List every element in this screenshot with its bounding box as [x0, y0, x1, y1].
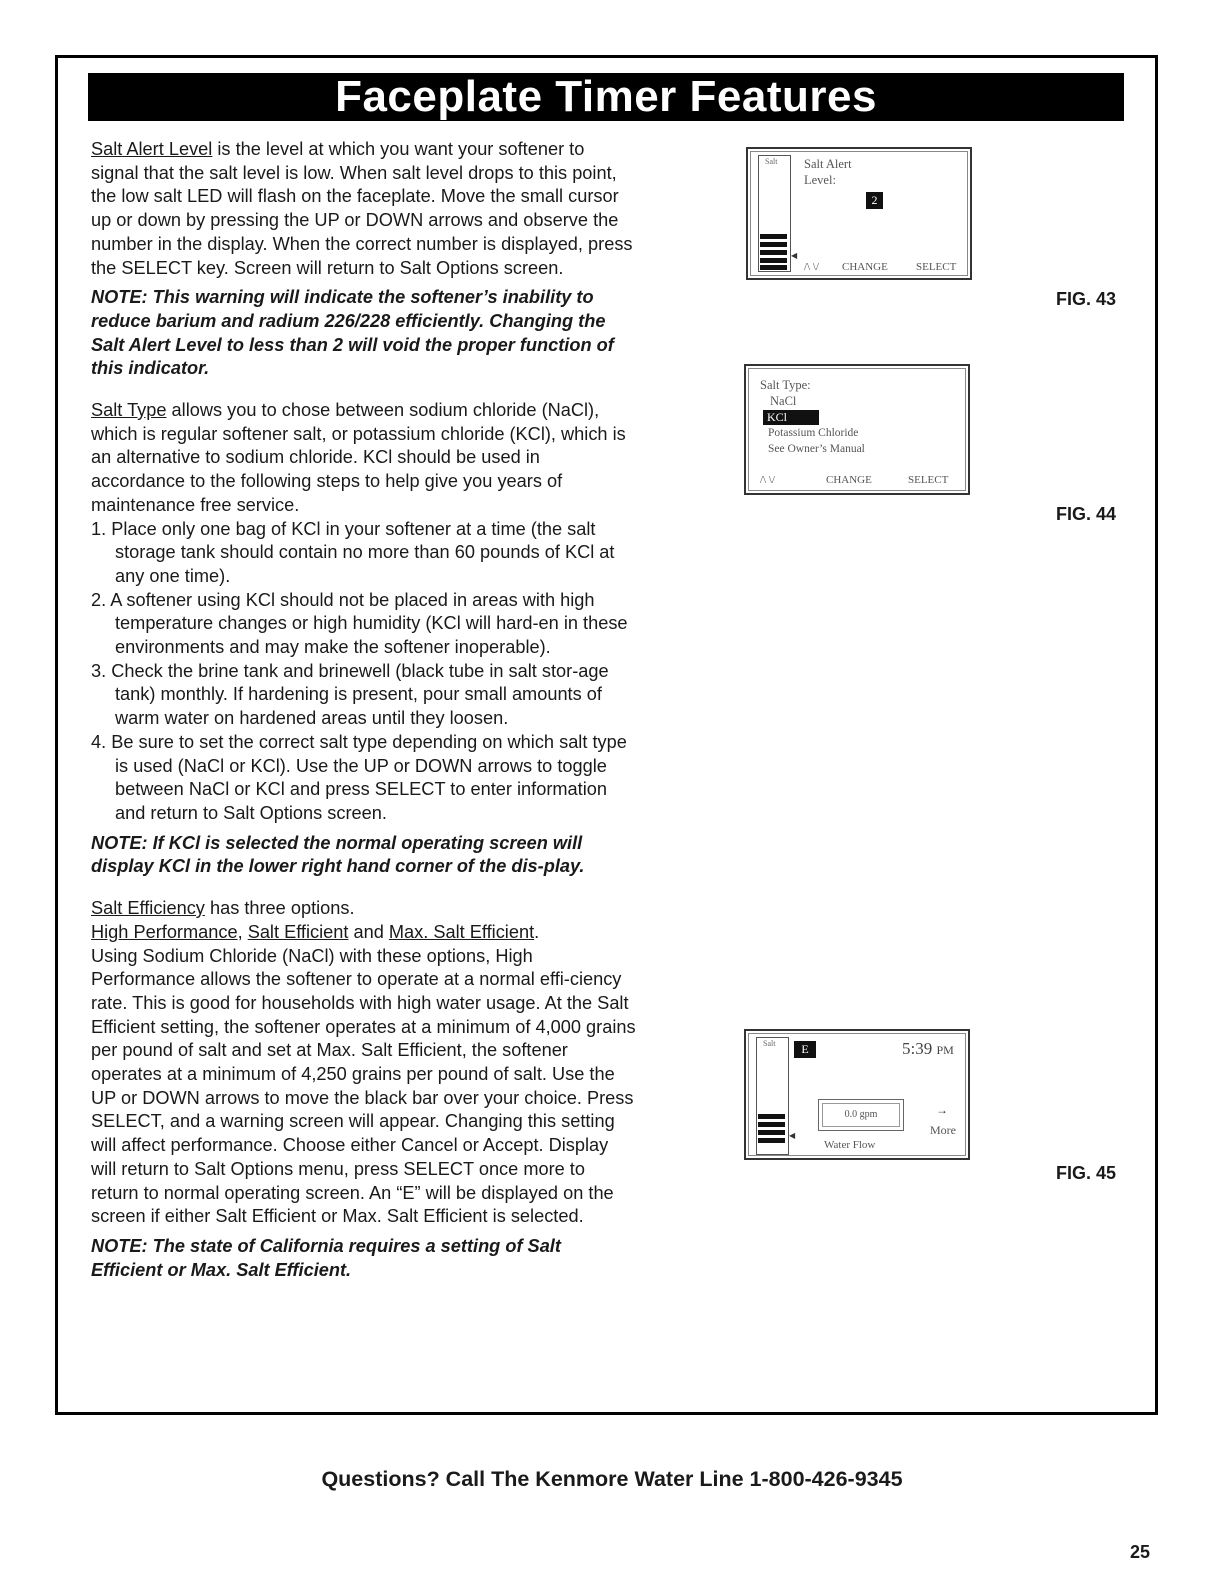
fig43-display	[746, 147, 972, 280]
page-number: 25	[1130, 1542, 1151, 1562]
main-text-column	[91, 138, 636, 1282]
salt-efficiency-text: Using Sodium Chloride (NaCl) with these options, High Performance allows the softener to operate at a normal effi-ciency rate. This is good for households with high water usage. At the Salt Efficient setting, the softener operates at a minimum of 4,000 grains per pound of salt and set at Max. Salt Efficient, the softener operates at a minimum of 4,250 grains per pound of salt. Use the UP or DOWN arrows to move the black bar over your choice. Press SELECT, and a warning screen will appear. Changing this setting will affect performance. Choose either Cancel or Accept. Display will return to Salt Options menu, press SELECT once more to return to normal operating screen. An “E” will be displayed on the screen if either Salt Efficient or Max. Salt Efficient is selected.	[91, 945, 636, 1227]
salt-type-text: allows you to chose between sodium chloride (NaCl), which is regular softener salt, or potassium chloride (KCl), which is an alternative to sodium chloride. KCl should be used in accordance to the following steps to help give you years of maintenance free service.	[91, 400, 626, 515]
fig45-label: FIG. 45	[1056, 1163, 1117, 1183]
salt-alert-label: Salt Alert	[804, 157, 852, 171]
arrows-icon: /\ \/	[804, 261, 819, 273]
fig45-display	[744, 1029, 970, 1160]
separator: and	[348, 921, 389, 942]
salt-alert-term: Salt Alert Level	[91, 139, 213, 159]
flow-value: 0.0 gpm	[822, 1103, 900, 1127]
salt-alert-note: NOTE: This warning will indicate the softener’s inability to reduce barium and radium 226/228 efficiently. Changing the Salt Alert Level to less than 2 will void the proper function of this indicator.	[91, 287, 614, 379]
list-item: 1. Place only one bag of KCl in your softener at a time (the salt storage tank should contain no more than 60 pounds of KCl at any one time).	[91, 518, 615, 586]
salt-alert-paragraph	[91, 138, 636, 280]
salt-type-paragraph	[91, 399, 636, 518]
change-label: CHANGE	[826, 474, 872, 486]
salt-type-term: Salt Type	[91, 400, 167, 421]
more-label: More	[930, 1123, 956, 1137]
salt-level-column	[756, 1037, 789, 1155]
salt-efficiency-options	[91, 921, 636, 945]
salt-type-heading: Salt Type:	[760, 378, 811, 392]
option-kcl-selected: KCl	[763, 410, 819, 425]
footer-contact: Questions? Call The Kenmore Water Line 1-800-426-9345	[321, 1467, 903, 1491]
salt-efficiency-intro-text: has three options.	[204, 898, 355, 919]
salt-caption: Salt	[763, 1039, 776, 1048]
fig44-label: FIG. 44	[1056, 504, 1117, 524]
list-item: 2. A softener using KCl should not be placed in areas with high temperature changes or high humidity (KCl will hard-en in these environments and may make the softener inoperable).	[91, 589, 628, 658]
water-flow-caption: Water Flow	[824, 1139, 876, 1151]
salt-efficiency-term: Salt Efficiency	[91, 898, 205, 919]
change-label: CHANGE	[842, 261, 888, 273]
potassium-chloride-line: Potassium Chloride	[768, 427, 859, 439]
option-nacl: NaCl	[770, 394, 797, 408]
water-flow-box	[818, 1099, 904, 1131]
select-label: SELECT	[908, 474, 949, 486]
fig43-label: FIG. 43	[1056, 289, 1117, 309]
separator: ,	[237, 921, 248, 942]
salt-efficiency-note: NOTE: The state of California requires a setting of Salt Efficient or Max. Salt Efficient.	[91, 1235, 561, 1280]
clock-time	[902, 1039, 954, 1059]
alert-level-value: 2	[866, 192, 883, 209]
salt-type-note: NOTE: If KCl is selected the normal operating screen will display KCl in the lower right hand corner of the dis-play.	[91, 832, 585, 877]
salt-pointer-icon: ◀	[791, 251, 798, 260]
time-value: 5:39	[902, 1039, 933, 1058]
right-arrow-icon: →	[936, 1103, 948, 1117]
salt-level-column	[758, 155, 791, 272]
option-salt-efficient: Salt Efficient	[247, 921, 349, 942]
select-label: SELECT	[916, 261, 957, 273]
salt-efficiency-intro	[91, 897, 636, 921]
list-item: 3. Check the brine tank and brinewell (black tube in salt stor-age tank) monthly. If hardening is present, pour small amounts of warm water on hardened areas until they loosen.	[91, 660, 609, 729]
arrows-icon: /\ \/	[760, 474, 775, 486]
salt-pointer-icon: ◀	[789, 1131, 796, 1140]
salt-caption: Salt	[765, 157, 778, 166]
efficiency-badge: E	[794, 1041, 816, 1058]
option-high-performance: High Performance	[91, 921, 238, 942]
list-item: 4. Be sure to set the correct salt type depending on which salt type is used (NaCl or KCl). Use the UP or DOWN arrows to toggle between NaCl or KCl and press SELECT to enter information and return to Salt Options screen.	[91, 731, 627, 823]
salt-alert-text: is the level at which you want your softener to signal that the salt level is low. When salt level drops to this point, the low salt LED will flash on the faceplate. Move the small cursor up or down by pressing the UP or DOWN arrows and observe the number in the display. When the correct number is displayed, press the SELECT key. Screen will return to Salt Options screen.	[91, 139, 633, 278]
level-label: Level:	[804, 173, 836, 187]
fig44-display	[744, 364, 970, 495]
separator: .	[534, 921, 540, 942]
owners-manual-line: See Owner’s Manual	[768, 443, 865, 455]
page-title: Faceplate Timer Features	[88, 73, 1124, 121]
option-max-salt-efficient: Max. Salt Efficient	[388, 921, 535, 942]
salt-type-steps	[91, 518, 636, 826]
time-ampm: PM	[936, 1043, 954, 1057]
